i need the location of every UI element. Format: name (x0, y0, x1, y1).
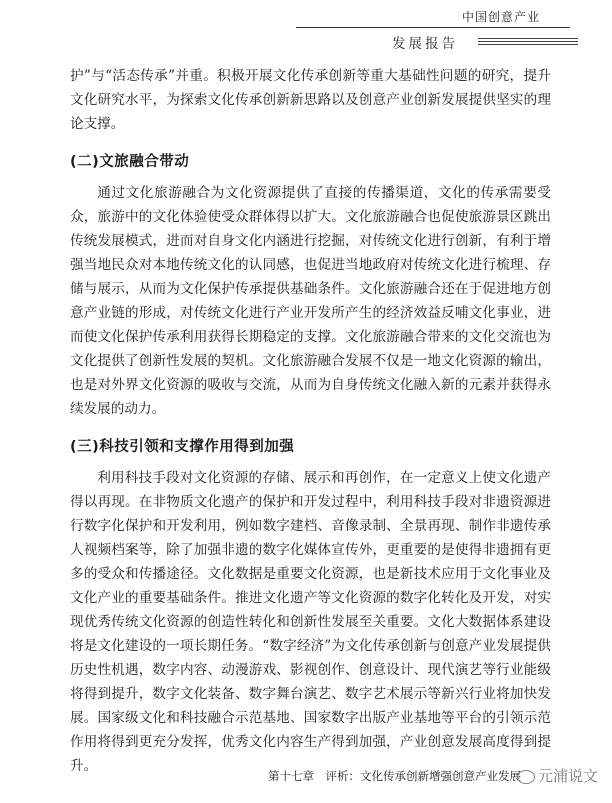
section-heading-technology: (三)科技引领和支撑作用得到加强 (70, 439, 295, 455)
running-header-title: 中国创意产业 (461, 10, 540, 24)
wechat-icon (517, 770, 535, 784)
paragraph-tourism: 通过文化旅游融合为文化资源提供了直接的传播渠道，文化的传承需要受众，旅游中的文化体验使受众群体得以扩大。文化旅游融合也促使旅游景区跳出传统发展模式，进而对自身文化内涵进行挖掘，对传统文化进行创新，有利于增强当地民众对本地传统文化的认同感，也促进当地政府对传统文化进行梳理、存储与展示，从而为文化保护传承提供基础条件。文化旅游融合还在于促进地方创意产业链的形成，对传统文化进行产业开发所产生的经济效益反哺文化事业，进而使文化保护传承利用获得长期稳定的支撑。文化旅游融合带来的文化交流也为文化提供了创新性发展的契机。文化旅游融合发展不仅是一地文化资源的输出，也是对外界文化资源的吸收与交流，从而为自身传统文化融入新的元素并获得永续发展的动力。 (70, 185, 551, 417)
page-footer (268, 768, 598, 784)
header-decoration (478, 38, 578, 48)
footer-chapter: 第十七章 评析：文化传承创新增强创意产业发展 (268, 769, 521, 783)
section-heading-tourism: (二)文旅融合带动 (70, 154, 190, 170)
watermark-text: 元浦说文 (537, 767, 598, 785)
page-body (70, 64, 551, 778)
paragraph-technology: 利用科技手段对文化资源的存储、展示和再创作，在一定意义上使文化遗产得以再现。在非物质文化遗产的保护和开发过程中，利用科技手段对非遗资源进行数字化保护和开发利用，例如数字建档、音像录制、全景再现、制作非遗传承人视频档案等，除了加强非遗的数字化媒体宣传外，更重要的是使得非遗拥有更多的受众和传播途径。文化数据是重要文化资源，也是新技术应用于文化事业及文化产业的重要基础条件。推进文化遗产等文化资源的数字化转化及开发，对实现优秀传统文化资源的创造性转化和创新性发展至关重要。文化大数据体系建设将是文化建设的一项长期任务。“数字经济”为文化传承创新与创意产业发展提供历史性机遇，数字内容、动漫游戏、影视创作、创意设计、现代演艺等行业能级将得到提升，数字文化装备、数字舞台演艺、数字艺术展示等新兴行业将加快发展。国家级文化和科技融合示范基地、国家数字出版产业基地等平台的引领示范作用将得到更充分发挥，优秀文化内容生产得到加强，产业创意发展高度得到提升。 (70, 470, 551, 774)
watermark (517, 765, 598, 786)
running-header-subtitle: 发展报告 (392, 36, 458, 52)
paragraph-continuation: 护”与“活态传承”并重。积极开展文化传承创新等重大基础性问题的研究，提升文化研究水平，为探索文化传承创新新思路以及创意产业创新发展提供坚实的理论支撑。 (70, 68, 551, 132)
header-rule (296, 27, 570, 28)
